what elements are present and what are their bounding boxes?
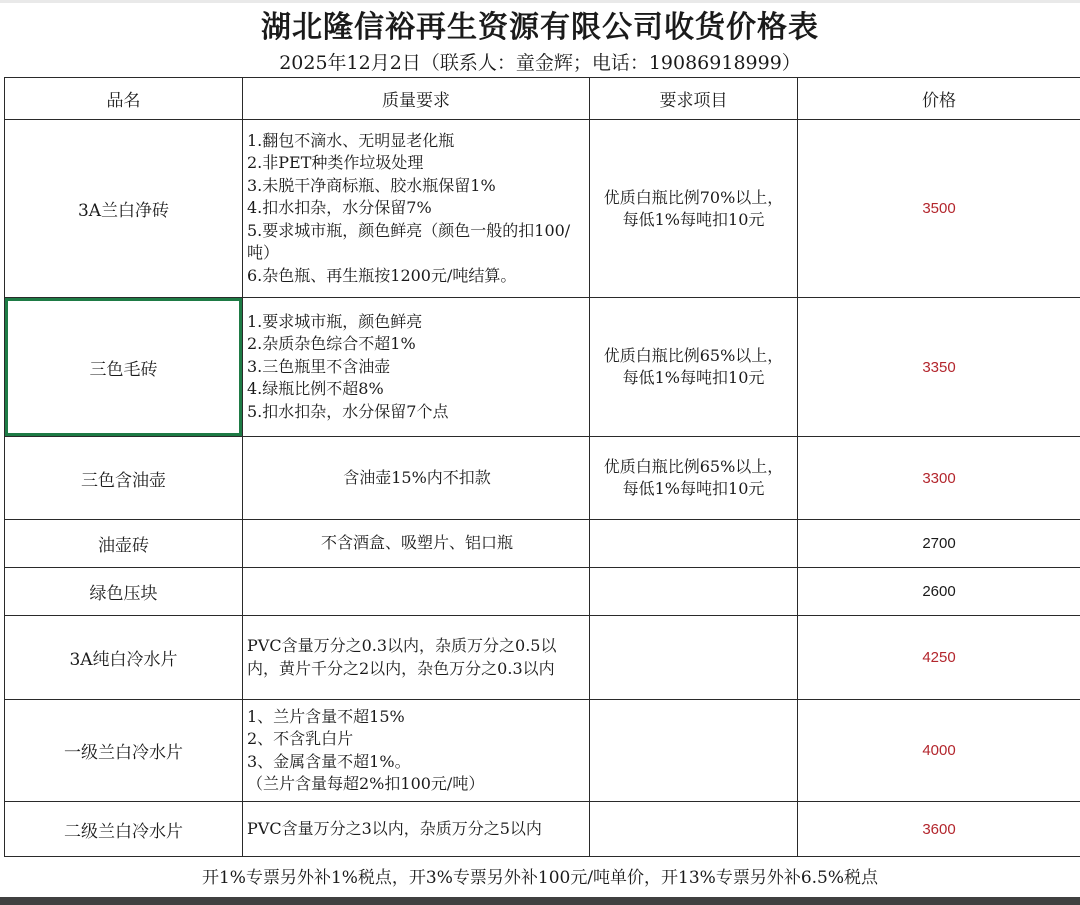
cell-quality[interactable] — [243, 700, 590, 802]
window-top-border — [0, 0, 1080, 3]
window-bottom-border — [0, 897, 1080, 905]
cell-requirement[interactable] — [590, 616, 798, 700]
quality-line: 2.杂质杂色综合不超1% — [247, 334, 416, 354]
cell-requirement[interactable] — [590, 568, 798, 616]
requirement-line: 每低1%每吨扣10元 — [622, 368, 765, 387]
quality-line: 3.未脱干净商标瓶、胶水瓶保留1% — [247, 175, 496, 195]
quality-line: 4.扣水扣杂，水分保留7% — [247, 198, 432, 218]
cell-product-name[interactable]: 二级兰白冷水片 — [5, 802, 243, 857]
quality-line: 3.三色瓶里不含油壶 — [247, 356, 391, 376]
quality-line: 6.杂色瓶、再生瓶按1200元/吨结算。 — [247, 265, 517, 285]
table-row — [5, 802, 1080, 857]
cell-requirement[interactable] — [590, 120, 798, 298]
header-quality[interactable]: 质量要求 — [243, 78, 590, 120]
cell-product-name[interactable]: 3A纯白冷水片 — [5, 616, 243, 700]
cell-requirement[interactable] — [590, 802, 798, 857]
cell-product-name[interactable]: 三色含油壶 — [5, 437, 243, 520]
table-row — [5, 568, 1080, 616]
quality-line: 不含酒盒、吸塑片、铝口瓶 — [320, 533, 513, 553]
quality-line: 含油壶15%内不扣款 — [343, 467, 491, 487]
quality-line: 2.非PET种类作垃圾处理 — [247, 153, 424, 173]
requirement-line: 每低1%每吨扣10元 — [622, 209, 765, 229]
table-row — [5, 700, 1080, 802]
table-row — [5, 616, 1080, 700]
cell-product-name[interactable]: 三色毛砖 — [5, 298, 243, 437]
cell-quality[interactable] — [243, 437, 590, 520]
cell-quality[interactable] — [243, 616, 590, 700]
requirement-line: 优质白瓶比例65%以上， — [603, 346, 784, 365]
quality-line: 5.要求城市瓶，颜色鲜亮（颜色一般的扣100/吨） — [247, 220, 571, 263]
table-row — [5, 520, 1080, 568]
table-header-row — [5, 78, 1080, 120]
quality-line: 5.扣水扣杂，水分保留7个点 — [247, 401, 449, 421]
cell-price[interactable]: 3350 — [798, 298, 1080, 437]
cell-quality[interactable] — [243, 802, 590, 857]
cell-price[interactable]: 4250 — [798, 616, 1080, 700]
quality-line: 1.翻包不滴水、无明显老化瓶 — [247, 130, 455, 150]
table-row — [5, 298, 1080, 437]
cell-price[interactable]: 3300 — [798, 437, 1080, 520]
cell-requirement[interactable] — [590, 437, 798, 520]
cell-price[interactable]: 2600 — [798, 568, 1080, 616]
requirement-line: 优质白瓶比例65%以上， — [603, 457, 784, 476]
cell-quality[interactable] — [243, 298, 590, 437]
tax-note: 开1%专票另外补1%税点，开3%专票另外补100元/吨单价，开13%专票另外补6.5%税点 — [201, 868, 879, 888]
cell-product-name[interactable]: 一级兰白冷水片 — [5, 700, 243, 802]
cell-product-name[interactable]: 油壶砖 — [5, 520, 243, 568]
table-body — [5, 120, 1080, 857]
cell-product-name[interactable]: 绿色压块 — [5, 568, 243, 616]
requirement-line: 每低1%每吨扣10元 — [622, 479, 765, 498]
cell-requirement[interactable] — [590, 298, 798, 437]
quality-line: PVC含量万分之0.3以内，杂质万分之0.5以内，黄片千分之2以内，杂色万分之0.3以内 — [247, 636, 557, 678]
cell-price[interactable]: 4000 — [798, 700, 1080, 802]
quality-line: 1、兰片含量不超15% — [247, 706, 405, 726]
price-table — [4, 77, 1080, 857]
page-subtitle: 2025年12月2日（联系人：童金辉；电话：19086918999） — [279, 52, 801, 74]
cell-quality[interactable] — [243, 568, 590, 616]
quality-line: 4.绿瓶比例不超8% — [247, 379, 384, 399]
quality-line: 2、不含乳白片 — [247, 729, 354, 748]
quality-line: 1.要求城市瓶，颜色鲜亮 — [247, 311, 423, 331]
quality-line: （兰片含量每超2%扣100元/吨） — [247, 774, 485, 793]
cell-price[interactable]: 3500 — [798, 120, 1080, 298]
cell-price[interactable]: 3600 — [798, 802, 1080, 857]
cell-requirement[interactable] — [590, 700, 798, 802]
header-price[interactable]: 价格 — [798, 78, 1080, 120]
table-row — [5, 120, 1080, 298]
cell-requirement[interactable] — [590, 520, 798, 568]
cell-quality[interactable] — [243, 520, 590, 568]
cell-product-name[interactable]: 3A兰白净砖 — [5, 120, 243, 298]
cell-price[interactable]: 2700 — [798, 520, 1080, 568]
header-name[interactable]: 品名 — [5, 78, 243, 120]
table-row — [5, 437, 1080, 520]
header-requirement[interactable]: 要求项目 — [590, 78, 798, 120]
requirement-line: 优质白瓶比例70%以上， — [603, 187, 784, 207]
quality-line: 3、金属含量不超1%。 — [247, 751, 411, 771]
quality-line: PVC含量万分之3以内，杂质万分之5以内 — [247, 818, 542, 838]
cell-quality[interactable] — [243, 120, 590, 298]
page-title: 湖北隆信裕再生资源有限公司收货价格表 — [261, 10, 819, 45]
